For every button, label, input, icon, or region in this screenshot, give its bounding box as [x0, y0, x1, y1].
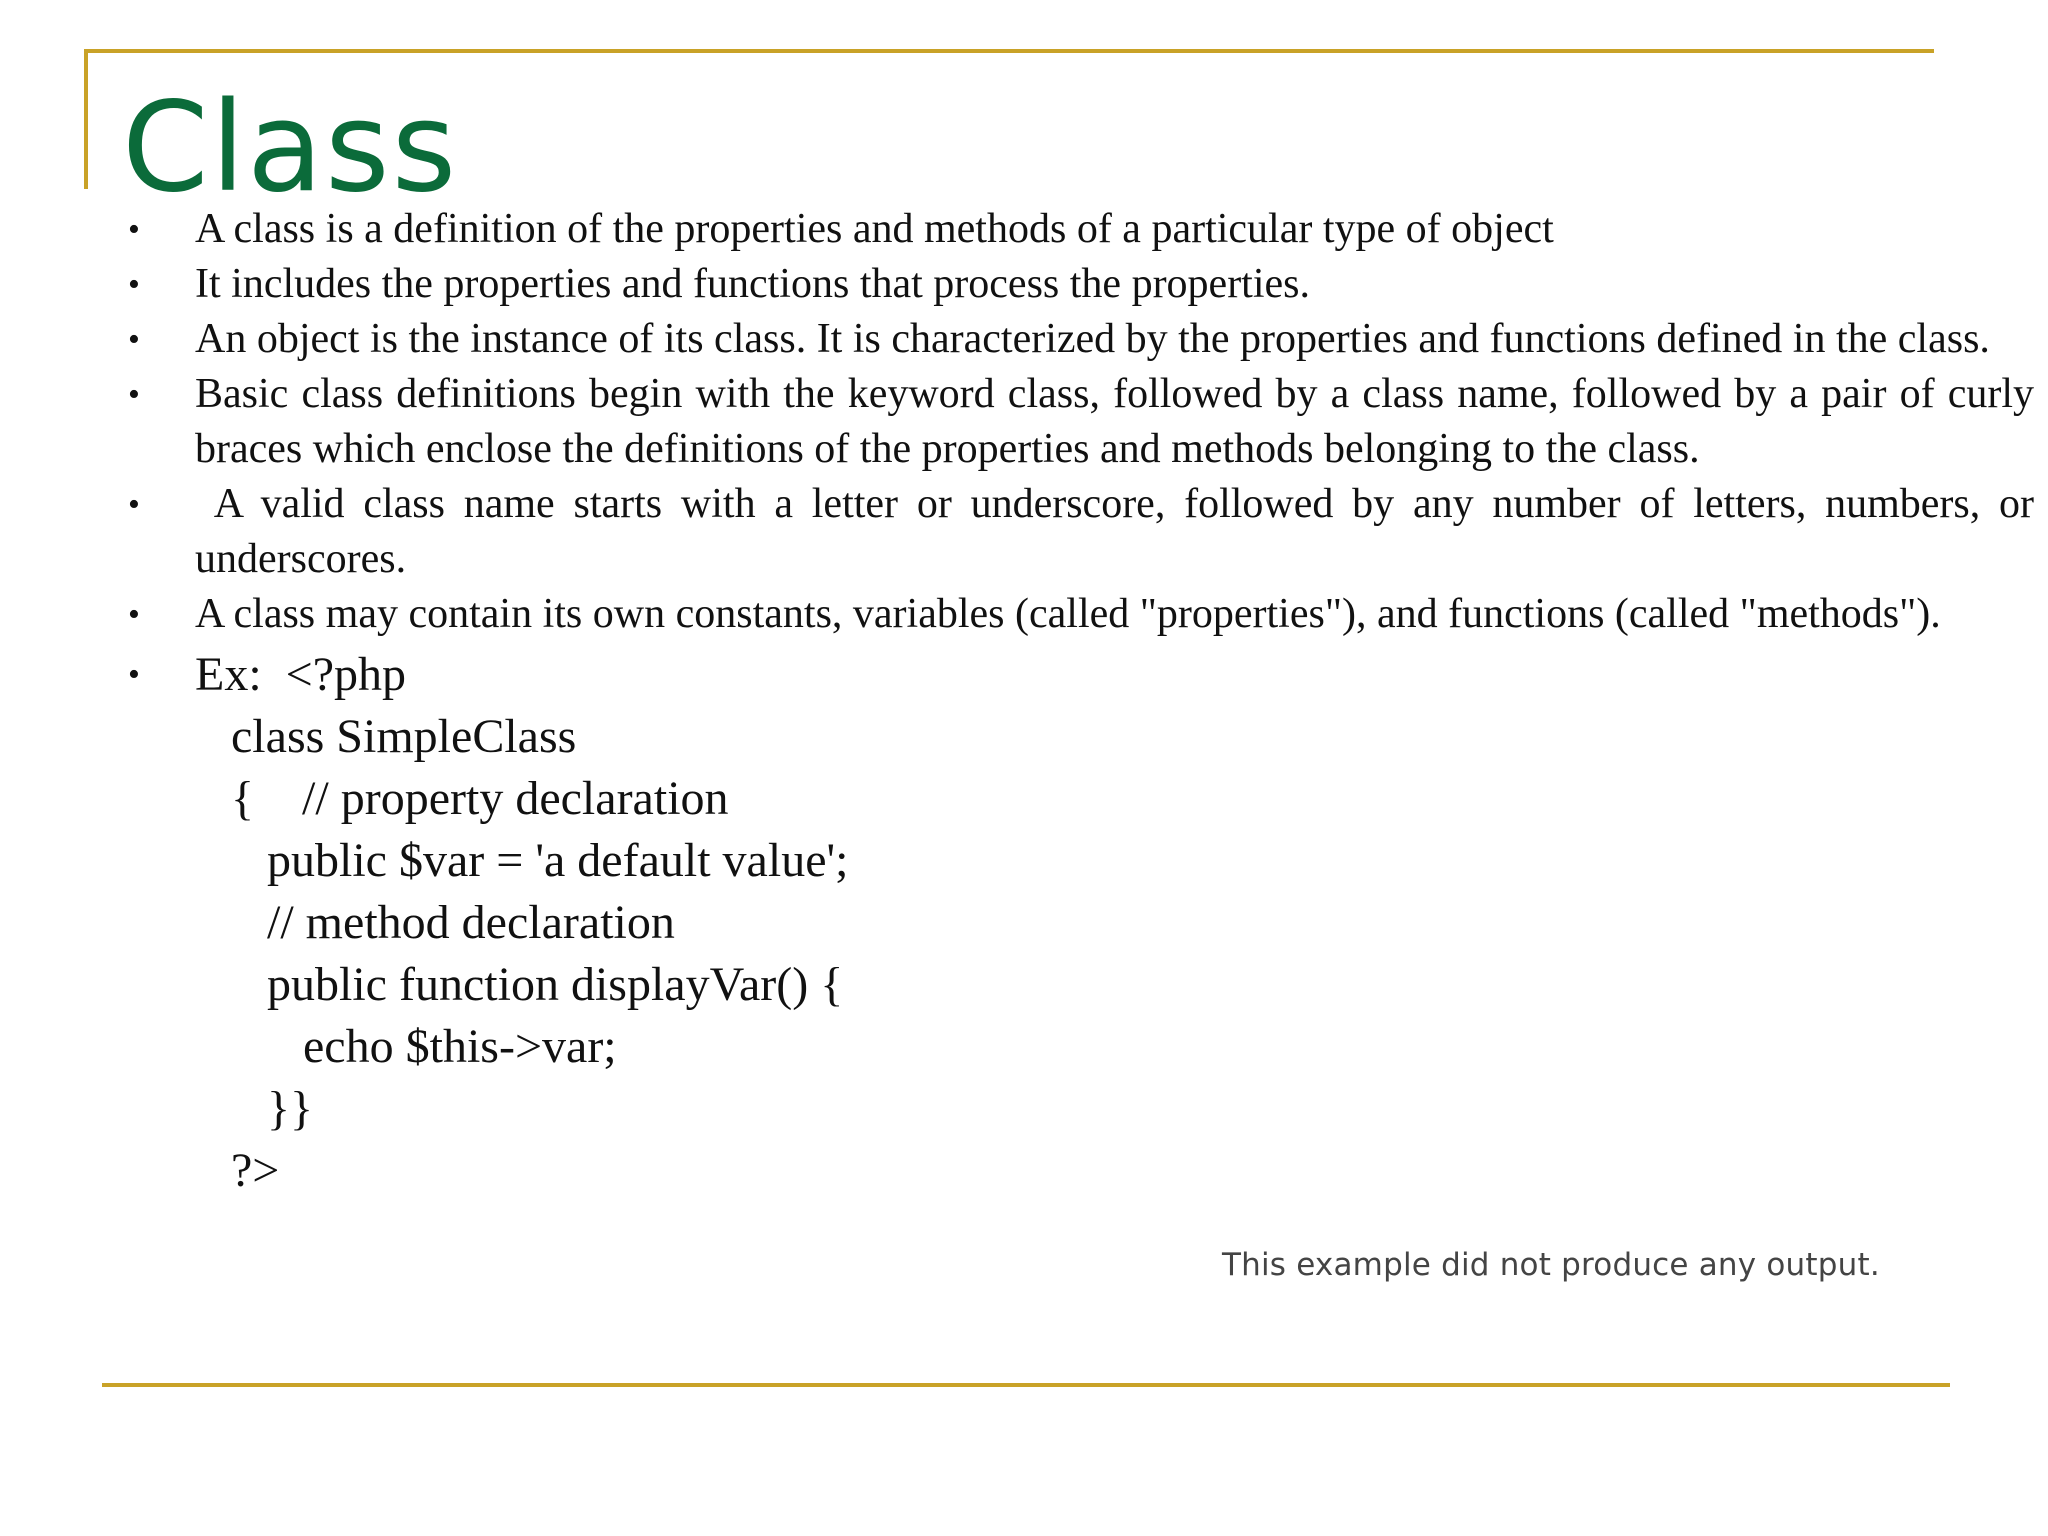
code-line: public $var = 'a default value';	[195, 834, 849, 887]
bottom-border-line	[102, 1383, 1950, 1387]
bullet-text: A valid class name starts with a letter or underscore, followed by any number of letters, numbers, or underscores.	[195, 481, 2045, 582]
code-line: echo $this->var;	[195, 1020, 617, 1073]
bullet-marker: •	[128, 266, 140, 303]
bullet-marker: •	[128, 321, 140, 358]
left-border-line	[84, 49, 88, 189]
bullet-item	[122, 367, 2034, 477]
slide-title: Class	[122, 76, 459, 220]
bullet-marker: •	[128, 211, 140, 248]
top-border-line	[84, 49, 1934, 53]
bullet-item	[122, 312, 2034, 367]
code-line: ?>	[195, 1144, 280, 1197]
code-line: public function displayVar() {	[195, 958, 844, 1011]
output-note: This example did not produce any output.	[1222, 1247, 1880, 1283]
bullet-marker: •	[128, 656, 140, 693]
bullet-item	[122, 257, 2034, 312]
bullet-text: An object is the instance of its class. It is characterized by the properties and functions defined in the class.	[195, 316, 1990, 362]
code-block	[195, 706, 2034, 1202]
bullet-list	[122, 202, 2045, 1202]
bullet-marker: •	[128, 376, 140, 413]
bullet-text: A class is a definition of the properties and methods of a particular type of object	[195, 206, 1554, 252]
example-bullet	[122, 644, 2034, 1202]
code-line: class SimpleClass	[195, 710, 577, 763]
bullet-item	[122, 202, 2034, 257]
example-first-line: Ex: <?php	[195, 648, 407, 701]
bullet-marker: •	[128, 486, 140, 523]
code-line: }}	[195, 1082, 314, 1135]
code-line: // method declaration	[195, 896, 675, 949]
bullet-text: It includes the properties and functions that process the properties.	[195, 261, 1311, 307]
bullet-marker: •	[128, 596, 140, 633]
code-line: { // property declaration	[195, 772, 729, 825]
bullet-text: A class may contain its own constants, variables (called "properties"), and functions (called "methods").	[195, 591, 1941, 637]
bullet-item	[122, 477, 2045, 587]
bullet-item	[122, 587, 2034, 642]
bullet-text: Basic class definitions begin with the keyword class, followed by a class name, followed by a pair of curly braces which enclose the definitions of the properties and methods belonging to the class.	[195, 371, 2034, 472]
